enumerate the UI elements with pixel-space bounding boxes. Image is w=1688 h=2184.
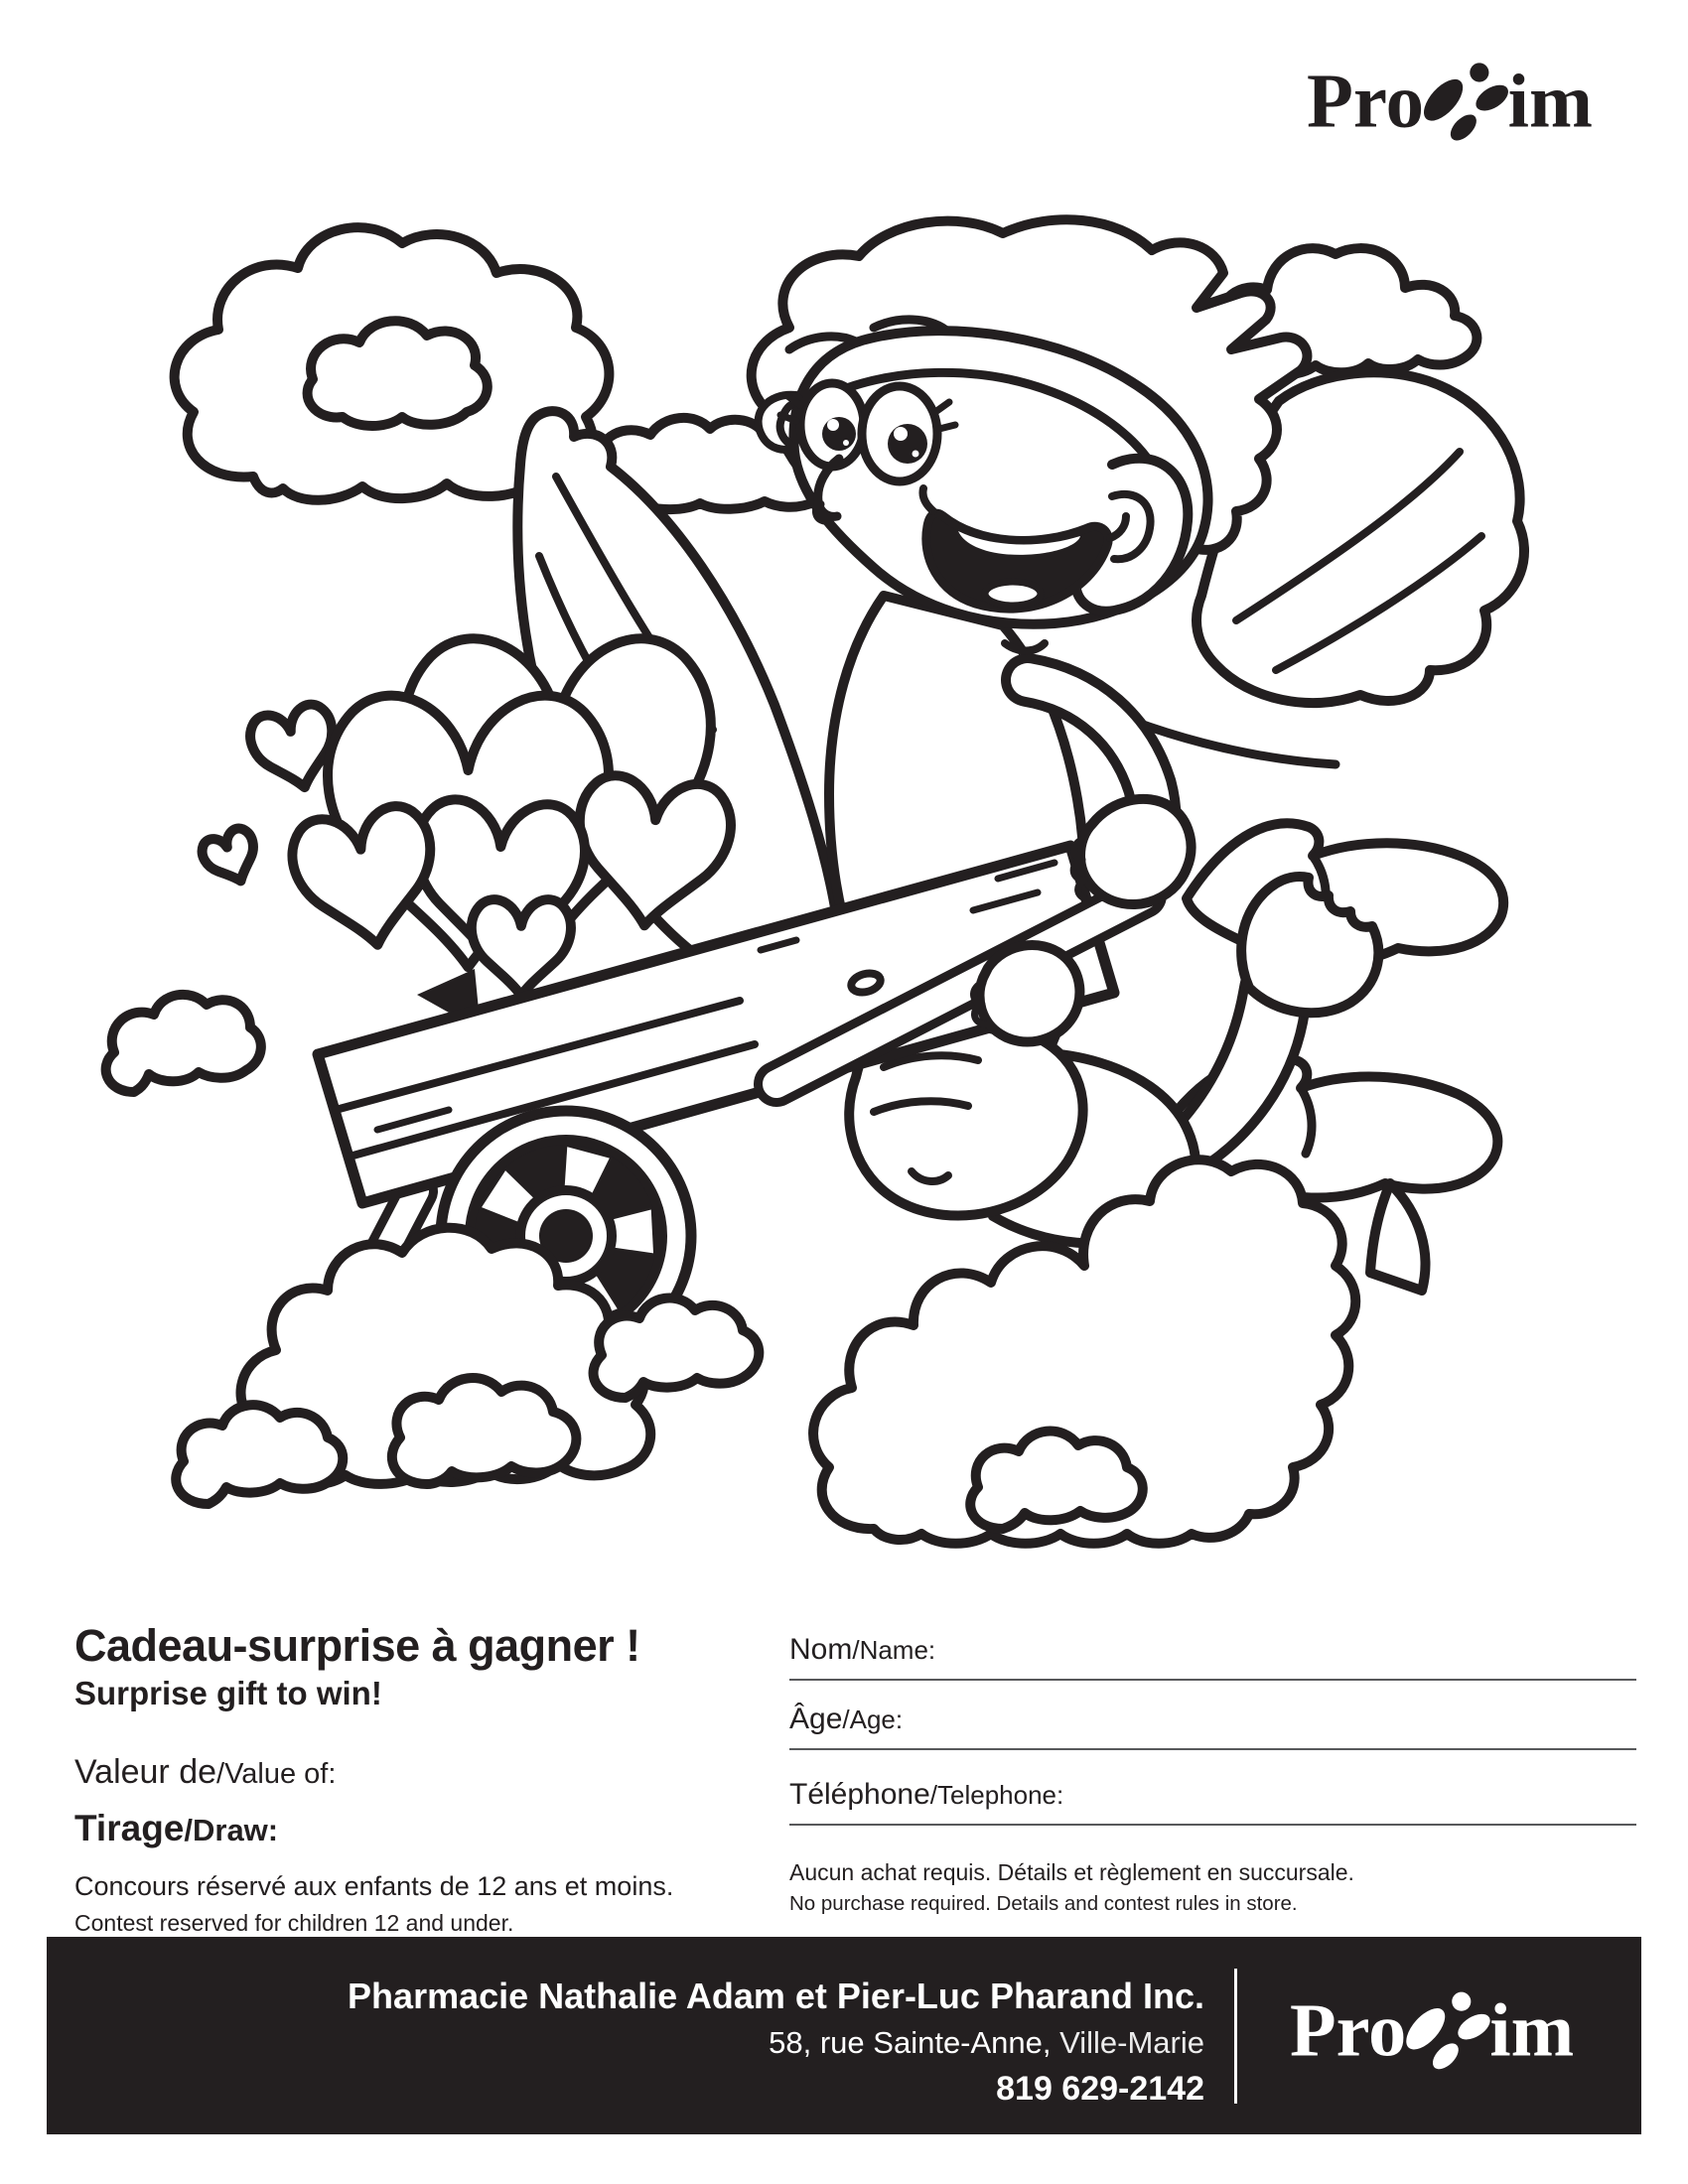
draw-line: Tirage/Draw: xyxy=(74,1807,279,1848)
form-row-telephone xyxy=(789,1778,1636,1826)
eligibility-en: Contest reserved for children 12 and under. xyxy=(74,1909,514,1936)
telephone-label: Téléphone/Telephone: xyxy=(789,1778,1064,1811)
name-label: Nom/Name: xyxy=(789,1633,936,1666)
hand-lower xyxy=(980,945,1080,1042)
form-row-name xyxy=(789,1633,1636,1681)
hand-upper xyxy=(1080,799,1192,904)
name-input-line[interactable] xyxy=(789,1667,1636,1681)
telephone-input-line[interactable] xyxy=(789,1812,1636,1826)
eligibility-fr: Concours réservé aux enfants de 12 ans et moins. xyxy=(74,1870,674,1901)
footer-bar xyxy=(47,1937,1641,2134)
chin-cleft xyxy=(1005,643,1045,651)
pharmacy-info xyxy=(348,1973,1204,2113)
entry-form xyxy=(789,1633,1636,1916)
clouds-bottom xyxy=(176,1160,1355,1544)
pharmacy-city: Ville-Marie xyxy=(1059,2025,1204,2060)
headline-fr: Cadeau-surprise à gagner ! xyxy=(74,1620,640,1671)
value-line: Valeur de/Value of: xyxy=(74,1752,337,1791)
pharmacy-address: 58, rue Sainte-Anne, Ville-Marie xyxy=(769,2025,1204,2060)
coloring-illustration xyxy=(89,204,1559,1593)
disclaimer-fr: Aucun achat requis. Détails et règlement en succursale. xyxy=(789,1859,1354,1885)
promo-block xyxy=(74,1622,730,1937)
age-label: Âge/Age: xyxy=(789,1703,904,1735)
footer-divider xyxy=(1234,1969,1237,2104)
proxim-logo xyxy=(1307,58,1624,151)
age-input-line[interactable] xyxy=(789,1736,1636,1750)
proxim-logo-footer xyxy=(1290,1984,1606,2082)
form-row-age xyxy=(789,1703,1636,1750)
disclaimer-en: No purchase required. Details and contest rules in store. xyxy=(789,1892,1298,1915)
headline-en: Surprise gift to win! xyxy=(74,1675,382,1712)
pharmacy-phone: 819 629-2142 xyxy=(996,2070,1204,2108)
pharmacy-name: Pharmacie Nathalie Adam et Pier-Luc Pharand Inc. xyxy=(348,1976,1204,2016)
